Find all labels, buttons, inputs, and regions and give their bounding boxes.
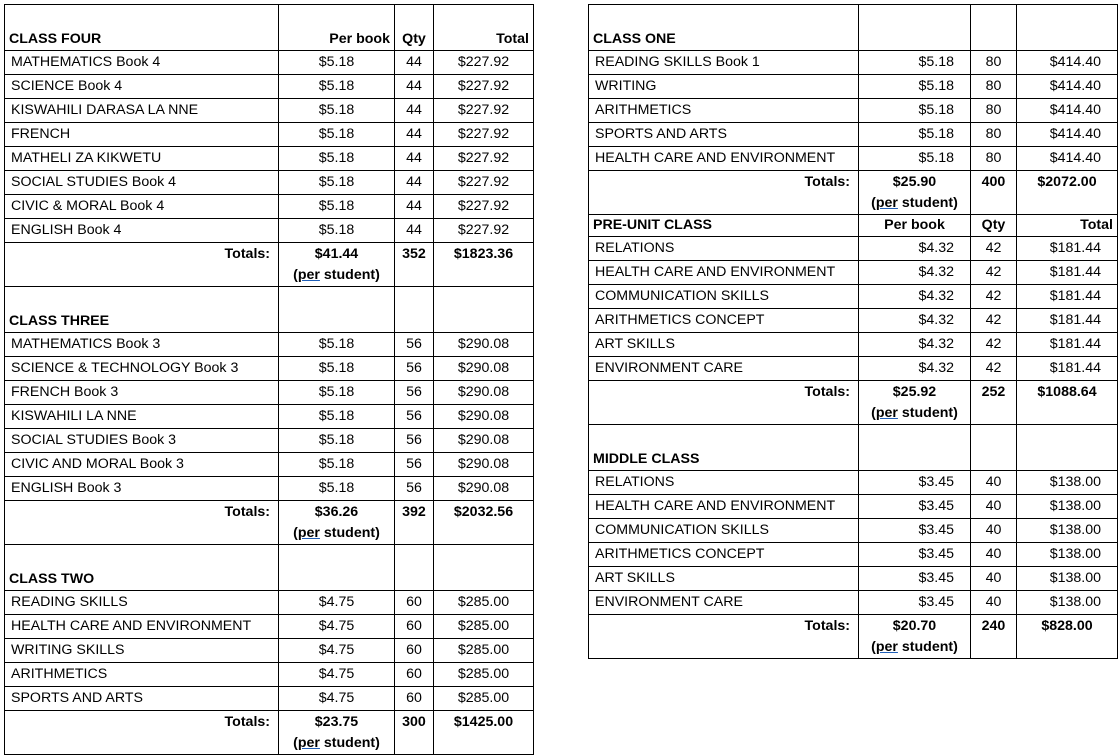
item-name: MATHEMATICS Book 4 bbox=[5, 51, 279, 75]
item-qty: 80 bbox=[971, 51, 1017, 75]
item-qty: 42 bbox=[971, 261, 1017, 285]
item-total: $414.40 bbox=[1017, 75, 1118, 99]
item-qty: 80 bbox=[971, 123, 1017, 147]
totals-label: Totals: bbox=[589, 615, 859, 659]
item-total: $181.44 bbox=[1017, 261, 1118, 285]
item-price: $4.75 bbox=[279, 639, 395, 663]
table-row bbox=[5, 405, 534, 429]
item-total: $227.92 bbox=[434, 171, 534, 195]
totals-per-book: $36.26 (per student) bbox=[279, 501, 395, 545]
table-row bbox=[5, 123, 534, 147]
item-name: ART SKILLS bbox=[589, 333, 859, 357]
per-word: per bbox=[875, 405, 898, 421]
section-title: CLASS ONE bbox=[589, 5, 859, 51]
item-total: $181.44 bbox=[1017, 333, 1118, 357]
item-qty: 42 bbox=[971, 237, 1017, 261]
item-price: $4.32 bbox=[859, 285, 971, 309]
item-name: HEALTH CARE AND ENVIRONMENT bbox=[5, 615, 279, 639]
per-word: per bbox=[297, 525, 320, 541]
table-row bbox=[589, 591, 1118, 615]
totals-per-book: $25.92 (per student) bbox=[859, 381, 971, 425]
totals-per-book-value: $41.44 bbox=[314, 246, 359, 262]
item-qty: 42 bbox=[971, 357, 1017, 381]
item-name: ENGLISH Book 4 bbox=[5, 219, 279, 243]
item-name: ENGLISH Book 3 bbox=[5, 477, 279, 501]
item-price: $3.45 bbox=[859, 591, 971, 615]
col-header-qty: Qty bbox=[971, 215, 1017, 237]
item-name: RELATIONS bbox=[589, 237, 859, 261]
item-price: $5.18 bbox=[279, 123, 395, 147]
item-name: CIVIC AND MORAL Book 3 bbox=[5, 453, 279, 477]
item-price: $4.75 bbox=[279, 615, 395, 639]
item-total: $138.00 bbox=[1017, 471, 1118, 495]
item-total: $227.92 bbox=[434, 99, 534, 123]
item-name: RELATIONS bbox=[589, 471, 859, 495]
item-qty: 40 bbox=[971, 543, 1017, 567]
item-price: $5.18 bbox=[859, 75, 971, 99]
col-header-qty bbox=[971, 5, 1017, 51]
table-row bbox=[5, 639, 534, 663]
item-total: $138.00 bbox=[1017, 495, 1118, 519]
totals-label: Totals: bbox=[589, 381, 859, 425]
totals-label: Totals: bbox=[5, 243, 279, 287]
col-header-total: Total bbox=[434, 5, 534, 51]
item-qty: 44 bbox=[395, 123, 434, 147]
item-total: $227.92 bbox=[434, 123, 534, 147]
item-total: $285.00 bbox=[434, 639, 534, 663]
item-price: $5.18 bbox=[859, 123, 971, 147]
student-word: student bbox=[901, 405, 954, 421]
item-total: $138.00 bbox=[1017, 519, 1118, 543]
section-title: CLASS THREE bbox=[5, 287, 279, 333]
item-total: $290.08 bbox=[434, 405, 534, 429]
item-total: $290.08 bbox=[434, 381, 534, 405]
col-header-per-book bbox=[859, 425, 971, 471]
totals-row bbox=[5, 501, 534, 545]
item-name: COMMUNICATION SKILLS bbox=[589, 285, 859, 309]
item-qty: 80 bbox=[971, 99, 1017, 123]
item-qty: 40 bbox=[971, 591, 1017, 615]
totals-per-book: $23.75 (per student) bbox=[279, 711, 395, 755]
item-name: SPORTS AND ARTS bbox=[589, 123, 859, 147]
totals-amount: $1823.36 bbox=[434, 243, 534, 287]
item-price: $5.18 bbox=[279, 429, 395, 453]
totals-amount: $2032.56 bbox=[434, 501, 534, 545]
col-header-qty bbox=[971, 425, 1017, 471]
item-price: $4.75 bbox=[279, 663, 395, 687]
col-header-qty bbox=[395, 545, 434, 591]
item-name: ENVIRONMENT CARE bbox=[589, 591, 859, 615]
item-qty: 60 bbox=[395, 591, 434, 615]
item-total: $181.44 bbox=[1017, 309, 1118, 333]
item-name: SCIENCE & TECHNOLOGY Book 3 bbox=[5, 357, 279, 381]
item-price: $5.18 bbox=[859, 99, 971, 123]
table-row bbox=[589, 75, 1118, 99]
totals-per-book-value: $25.92 bbox=[892, 384, 937, 400]
item-name: CIVIC & MORAL Book 4 bbox=[5, 195, 279, 219]
item-qty: 40 bbox=[971, 519, 1017, 543]
col-header-per-book bbox=[279, 545, 395, 591]
item-price: $5.18 bbox=[279, 477, 395, 501]
totals-per-book: $20.70 (per student) bbox=[859, 615, 971, 659]
table-row bbox=[5, 687, 534, 711]
item-qty: 44 bbox=[395, 171, 434, 195]
item-name: SOCIAL STUDIES Book 3 bbox=[5, 429, 279, 453]
table-row bbox=[5, 429, 534, 453]
item-price: $5.18 bbox=[279, 381, 395, 405]
item-price: $5.18 bbox=[279, 75, 395, 99]
item-qty: 60 bbox=[395, 639, 434, 663]
col-header-per-book bbox=[279, 287, 395, 333]
item-name: KISWAHILI LA NNE bbox=[5, 405, 279, 429]
item-price: $3.45 bbox=[859, 567, 971, 591]
item-name: MATHELI ZA KIKWETU bbox=[5, 147, 279, 171]
item-price: $5.18 bbox=[279, 171, 395, 195]
section-header-row bbox=[5, 287, 534, 333]
item-total: $227.92 bbox=[434, 195, 534, 219]
item-total: $227.92 bbox=[434, 51, 534, 75]
item-total: $290.08 bbox=[434, 429, 534, 453]
item-price: $4.32 bbox=[859, 333, 971, 357]
table-row bbox=[5, 453, 534, 477]
totals-qty: 400 bbox=[971, 171, 1017, 215]
item-price: $3.45 bbox=[859, 519, 971, 543]
totals-qty: 252 bbox=[971, 381, 1017, 425]
item-name: FRENCH Book 3 bbox=[5, 381, 279, 405]
totals-row bbox=[589, 615, 1118, 659]
totals-qty: 392 bbox=[395, 501, 434, 545]
item-qty: 40 bbox=[971, 471, 1017, 495]
totals-row bbox=[589, 171, 1118, 215]
totals-row bbox=[589, 381, 1118, 425]
item-price: $5.18 bbox=[859, 51, 971, 75]
item-price: $5.18 bbox=[279, 51, 395, 75]
table-row bbox=[589, 471, 1118, 495]
totals-per-book: $41.44 (per student) bbox=[279, 243, 395, 287]
item-price: $5.18 bbox=[279, 147, 395, 171]
item-qty: 56 bbox=[395, 477, 434, 501]
item-price: $5.18 bbox=[859, 147, 971, 171]
item-price: $3.45 bbox=[859, 543, 971, 567]
per-word: per bbox=[297, 735, 320, 751]
item-name: ART SKILLS bbox=[589, 567, 859, 591]
table-row bbox=[5, 663, 534, 687]
item-qty: 44 bbox=[395, 51, 434, 75]
item-price: $5.18 bbox=[279, 357, 395, 381]
totals-per-book-value: $23.75 bbox=[314, 714, 359, 730]
table-row bbox=[589, 519, 1118, 543]
student-word: student bbox=[901, 639, 954, 655]
item-qty: 80 bbox=[971, 75, 1017, 99]
section-header-row bbox=[589, 215, 1118, 237]
table-row bbox=[589, 285, 1118, 309]
item-total: $414.40 bbox=[1017, 99, 1118, 123]
totals-label: Totals: bbox=[5, 501, 279, 545]
table-row bbox=[5, 99, 534, 123]
item-total: $138.00 bbox=[1017, 567, 1118, 591]
table-row bbox=[5, 195, 534, 219]
table-row bbox=[589, 237, 1118, 261]
totals-row bbox=[5, 711, 534, 755]
item-qty: 56 bbox=[395, 405, 434, 429]
item-name: SPORTS AND ARTS bbox=[5, 687, 279, 711]
item-name: WRITING bbox=[589, 75, 859, 99]
item-total: $181.44 bbox=[1017, 285, 1118, 309]
item-total: $290.08 bbox=[434, 477, 534, 501]
col-header-qty bbox=[395, 287, 434, 333]
totals-label: Totals: bbox=[589, 171, 859, 215]
item-qty: 44 bbox=[395, 147, 434, 171]
item-name: MATHEMATICS Book 3 bbox=[5, 333, 279, 357]
totals-amount: $2072.00 bbox=[1017, 171, 1118, 215]
table-row bbox=[589, 147, 1118, 171]
item-qty: 44 bbox=[395, 75, 434, 99]
item-name: ARITHMETICS bbox=[589, 99, 859, 123]
col-header-per-book: Per book bbox=[279, 5, 395, 51]
table-row bbox=[5, 51, 534, 75]
section-header-row bbox=[589, 5, 1118, 51]
item-total: $290.08 bbox=[434, 453, 534, 477]
item-name: ARITHMETICS bbox=[5, 663, 279, 687]
item-name: HEALTH CARE AND ENVIRONMENT bbox=[589, 261, 859, 285]
item-price: $4.75 bbox=[279, 591, 395, 615]
item-qty: 44 bbox=[395, 219, 434, 243]
col-header-total: Total bbox=[1017, 215, 1118, 237]
section-title: CLASS FOUR bbox=[5, 5, 279, 51]
item-name: ARITHMETICS CONCEPT bbox=[589, 309, 859, 333]
item-price: $4.32 bbox=[859, 309, 971, 333]
per-word: per bbox=[875, 639, 898, 655]
col-header-total bbox=[1017, 425, 1118, 471]
totals-amount: $828.00 bbox=[1017, 615, 1118, 659]
item-qty: 42 bbox=[971, 285, 1017, 309]
item-qty: 56 bbox=[395, 453, 434, 477]
totals-per-book: $25.90 (per student) bbox=[859, 171, 971, 215]
item-price: $4.32 bbox=[859, 357, 971, 381]
item-name: WRITING SKILLS bbox=[5, 639, 279, 663]
table-row bbox=[5, 333, 534, 357]
item-price: $5.18 bbox=[279, 219, 395, 243]
table-row bbox=[589, 99, 1118, 123]
totals-qty: 300 bbox=[395, 711, 434, 755]
item-qty: 44 bbox=[395, 99, 434, 123]
item-qty: 42 bbox=[971, 333, 1017, 357]
item-qty: 56 bbox=[395, 357, 434, 381]
totals-amount: $1425.00 bbox=[434, 711, 534, 755]
item-name: READING SKILLS bbox=[5, 591, 279, 615]
item-total: $138.00 bbox=[1017, 591, 1118, 615]
student-word: student bbox=[323, 735, 376, 751]
col-header-total bbox=[1017, 5, 1118, 51]
item-name: HEALTH CARE AND ENVIRONMENT bbox=[589, 495, 859, 519]
item-total: $285.00 bbox=[434, 663, 534, 687]
item-total: $181.44 bbox=[1017, 357, 1118, 381]
section-header-row bbox=[589, 425, 1118, 471]
section-title: MIDDLE CLASS bbox=[589, 425, 859, 471]
section-header-row bbox=[5, 5, 534, 51]
item-qty: 44 bbox=[395, 195, 434, 219]
item-total: $285.00 bbox=[434, 687, 534, 711]
item-qty: 60 bbox=[395, 687, 434, 711]
table-row bbox=[589, 543, 1118, 567]
item-name: SCIENCE Book 4 bbox=[5, 75, 279, 99]
item-total: $414.40 bbox=[1017, 123, 1118, 147]
item-total: $285.00 bbox=[434, 591, 534, 615]
table-row bbox=[5, 147, 534, 171]
item-total: $227.92 bbox=[434, 147, 534, 171]
student-word: student bbox=[323, 267, 376, 283]
col-header-per-book: Per book bbox=[859, 215, 971, 237]
totals-amount: $1088.64 bbox=[1017, 381, 1118, 425]
student-word: student bbox=[323, 525, 376, 541]
table-row bbox=[5, 219, 534, 243]
table-row bbox=[5, 171, 534, 195]
table-row bbox=[589, 123, 1118, 147]
table-row bbox=[589, 261, 1118, 285]
item-total: $285.00 bbox=[434, 615, 534, 639]
col-header-total bbox=[434, 287, 534, 333]
item-price: $4.32 bbox=[859, 237, 971, 261]
item-price: $5.18 bbox=[279, 333, 395, 357]
item-qty: 60 bbox=[395, 663, 434, 687]
item-qty: 56 bbox=[395, 429, 434, 453]
item-price: $5.18 bbox=[279, 453, 395, 477]
table-row bbox=[5, 381, 534, 405]
table-row bbox=[589, 567, 1118, 591]
item-qty: 80 bbox=[971, 147, 1017, 171]
totals-row bbox=[5, 243, 534, 287]
student-word: student bbox=[901, 195, 954, 211]
table-row bbox=[5, 75, 534, 99]
item-total: $227.92 bbox=[434, 75, 534, 99]
item-price: $3.45 bbox=[859, 495, 971, 519]
table-row bbox=[589, 495, 1118, 519]
table-row bbox=[5, 615, 534, 639]
item-qty: 60 bbox=[395, 615, 434, 639]
col-header-qty: Qty bbox=[395, 5, 434, 51]
per-word: per bbox=[297, 267, 320, 283]
table-row bbox=[589, 333, 1118, 357]
item-name: ENVIRONMENT CARE bbox=[589, 357, 859, 381]
table-row bbox=[5, 591, 534, 615]
item-price: $5.18 bbox=[279, 195, 395, 219]
table-row bbox=[5, 477, 534, 501]
item-qty: 42 bbox=[971, 309, 1017, 333]
totals-qty: 352 bbox=[395, 243, 434, 287]
right-price-table bbox=[588, 4, 1118, 659]
item-price: $5.18 bbox=[279, 99, 395, 123]
item-name: HEALTH CARE AND ENVIRONMENT bbox=[589, 147, 859, 171]
item-qty: 40 bbox=[971, 567, 1017, 591]
totals-per-book-value: $36.26 bbox=[314, 504, 359, 520]
left-price-table bbox=[4, 4, 534, 755]
totals-per-book-value: $25.90 bbox=[892, 174, 937, 190]
item-qty: 56 bbox=[395, 333, 434, 357]
item-name: ARITHMETICS CONCEPT bbox=[589, 543, 859, 567]
item-name: COMMUNICATION SKILLS bbox=[589, 519, 859, 543]
item-price: $5.18 bbox=[279, 405, 395, 429]
table-row bbox=[589, 51, 1118, 75]
per-word: per bbox=[875, 195, 898, 211]
item-total: $414.40 bbox=[1017, 147, 1118, 171]
section-title: PRE-UNIT CLASS bbox=[589, 215, 859, 237]
section-header-row bbox=[5, 545, 534, 591]
item-name: FRENCH bbox=[5, 123, 279, 147]
item-name: SOCIAL STUDIES Book 4 bbox=[5, 171, 279, 195]
table-row bbox=[589, 309, 1118, 333]
table-row bbox=[589, 357, 1118, 381]
table-row bbox=[5, 357, 534, 381]
item-qty: 56 bbox=[395, 381, 434, 405]
item-price: $4.75 bbox=[279, 687, 395, 711]
col-header-per-book bbox=[859, 5, 971, 51]
item-total: $414.40 bbox=[1017, 51, 1118, 75]
item-qty: 40 bbox=[971, 495, 1017, 519]
totals-qty: 240 bbox=[971, 615, 1017, 659]
totals-label: Totals: bbox=[5, 711, 279, 755]
item-total: $290.08 bbox=[434, 333, 534, 357]
item-price: $3.45 bbox=[859, 471, 971, 495]
item-total: $138.00 bbox=[1017, 543, 1118, 567]
col-header-total bbox=[434, 545, 534, 591]
item-total: $181.44 bbox=[1017, 237, 1118, 261]
item-name: KISWAHILI DARASA LA NNE bbox=[5, 99, 279, 123]
item-total: $290.08 bbox=[434, 357, 534, 381]
item-total: $227.92 bbox=[434, 219, 534, 243]
section-title: CLASS TWO bbox=[5, 545, 279, 591]
totals-per-book-value: $20.70 bbox=[892, 618, 937, 634]
item-price: $4.32 bbox=[859, 261, 971, 285]
item-name: READING SKILLS Book 1 bbox=[589, 51, 859, 75]
